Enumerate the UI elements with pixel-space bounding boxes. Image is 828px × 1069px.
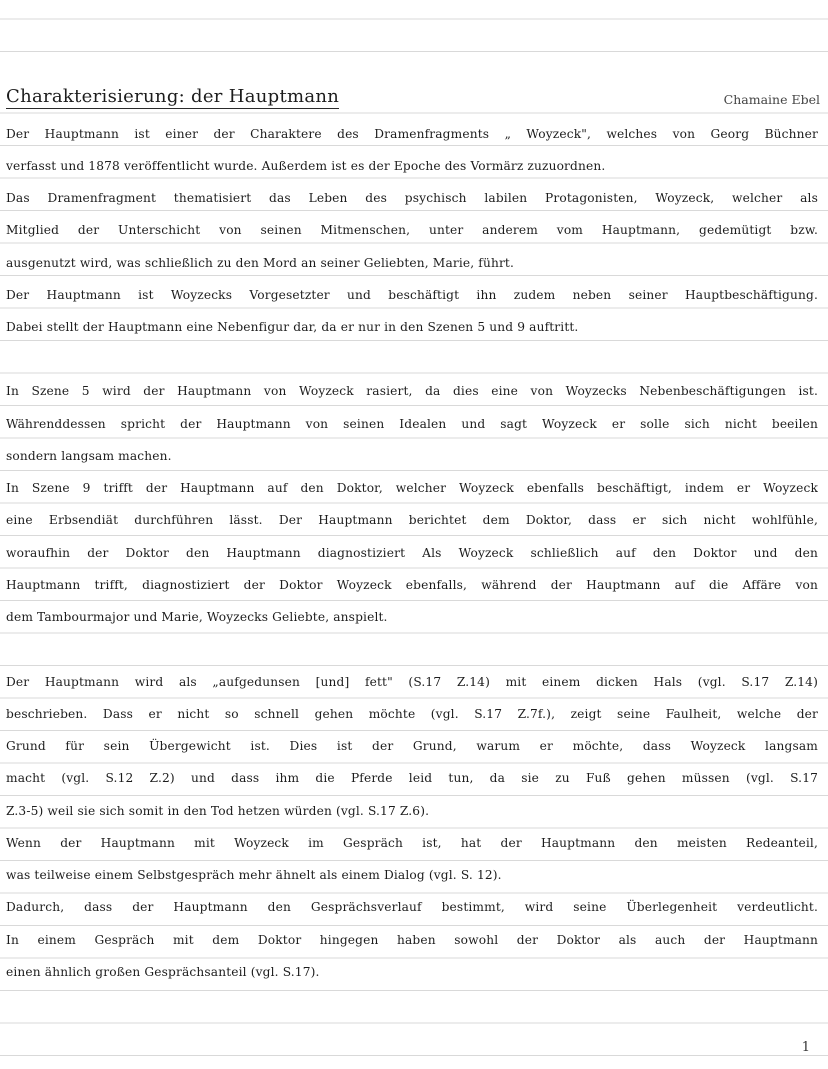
text-line: einen ähnlich großen Gesprächsanteil (vgl. S.17). xyxy=(6,965,320,979)
text-line: Hauptmann trifft, diagnostiziert der Doktor Woyzeck ebenfalls, während der Hauptmann auf die Affäre von xyxy=(6,578,818,592)
text-line: Währenddessen spricht der Hauptmann von seinen Idealen und sagt Woyzeck er solle sich nicht beeilen xyxy=(6,417,818,431)
text-line: Dabei stellt der Hauptmann eine Nebenfigur dar, da er nur in den Szenen 5 und 9 auftritt. xyxy=(6,320,579,334)
text-line: Z.3-5) weil sie sich somit in den Tod hetzen würden (vgl. S.17 Z.6). xyxy=(6,804,430,818)
text-line: In Szene 9 trifft der Hauptmann auf den Doktor, welcher Woyzeck ebenfalls beschäftigt, indem er Woyzeck xyxy=(6,481,818,495)
text-line: In einem Gespräch mit dem Doktor hingegen haben sowohl der Doktor als auch der Hauptmann xyxy=(6,933,818,947)
text-line: was teilweise einem Selbstgespräch mehr ähnelt als einem Dialog (vgl. S. 12). xyxy=(6,868,502,882)
author-name: Chamaine Ebel xyxy=(723,92,820,107)
document-title: Charakterisierung: der Hauptmann xyxy=(6,86,340,107)
text-line: dem Tambourmajor und Marie, Woyzecks Geliebte, anspielt. xyxy=(6,610,388,624)
text-line: sondern langsam machen. xyxy=(6,449,172,463)
text-line: Das Dramenfragment thematisiert das Leben des psychisch labilen Protagonisten, Woyzeck, welcher als xyxy=(6,191,818,205)
text-line: macht (vgl. S.12 Z.2) und dass ihm die Pferde leid tun, da sie zu Fuß gehen müssen (vgl. S.17 xyxy=(6,771,818,785)
text-line: beschrieben. Dass er nicht so schnell gehen möchte (vgl. S.17 Z.7f.), zeigt seine Faulheit, welche der xyxy=(6,707,818,721)
page-number: 1 xyxy=(801,1040,810,1055)
text-line: Dadurch, dass der Hauptmann den Gesprächsverlauf bestimmt, wird seine Überlegenheit verdeutlicht. xyxy=(6,900,818,914)
text-line: In Szene 5 wird der Hauptmann von Woyzeck rasiert, da dies eine von Woyzecks Nebenbeschäftigungen ist. xyxy=(6,384,818,398)
text-line: Der Hauptmann wird als „aufgedunsen [und] fett" (S.17 Z.14) mit einem dicken Hals (vgl. S.17 Z.14) xyxy=(6,675,818,689)
text-line: woraufhin der Doktor den Hauptmann diagnostiziert Als Woyzeck schließlich auf den Doktor und den xyxy=(6,546,818,560)
text-line: verfasst und 1878 veröffentlicht wurde. Außerdem ist es der Epoche des Vormärz zuzuordnen. xyxy=(6,159,606,173)
text-line: ausgenutzt wird, was schließlich zu den Mord an seiner Geliebten, Marie, führt. xyxy=(6,256,514,270)
text-line: eine Erbsendiät durchführen lässt. Der Hauptmann berichtet dem Doktor, dass er sich nicht wohlfühle, xyxy=(6,513,818,527)
text-line: Wenn der Hauptmann mit Woyzeck im Gespräch ist, hat der Hauptmann den meisten Redeanteil, xyxy=(6,836,818,850)
text-line: Grund für sein Übergewicht ist. Dies ist der Grund, warum er möchte, dass Woyzeck langsam xyxy=(6,739,818,753)
text-line: Der Hauptmann ist einer der Charaktere des Dramenfragments „ Woyzeck", welches von Georg Büchner xyxy=(6,127,818,141)
text-line: Der Hauptmann ist Woyzecks Vorgesetzter und beschäftigt ihn zudem neben seiner Hauptbeschäftigung. xyxy=(6,288,818,302)
text-line: Mitglied der Unterschicht von seinen Mitmenschen, unter anderem vom Hauptmann, gedemütigt bzw. xyxy=(6,223,818,237)
